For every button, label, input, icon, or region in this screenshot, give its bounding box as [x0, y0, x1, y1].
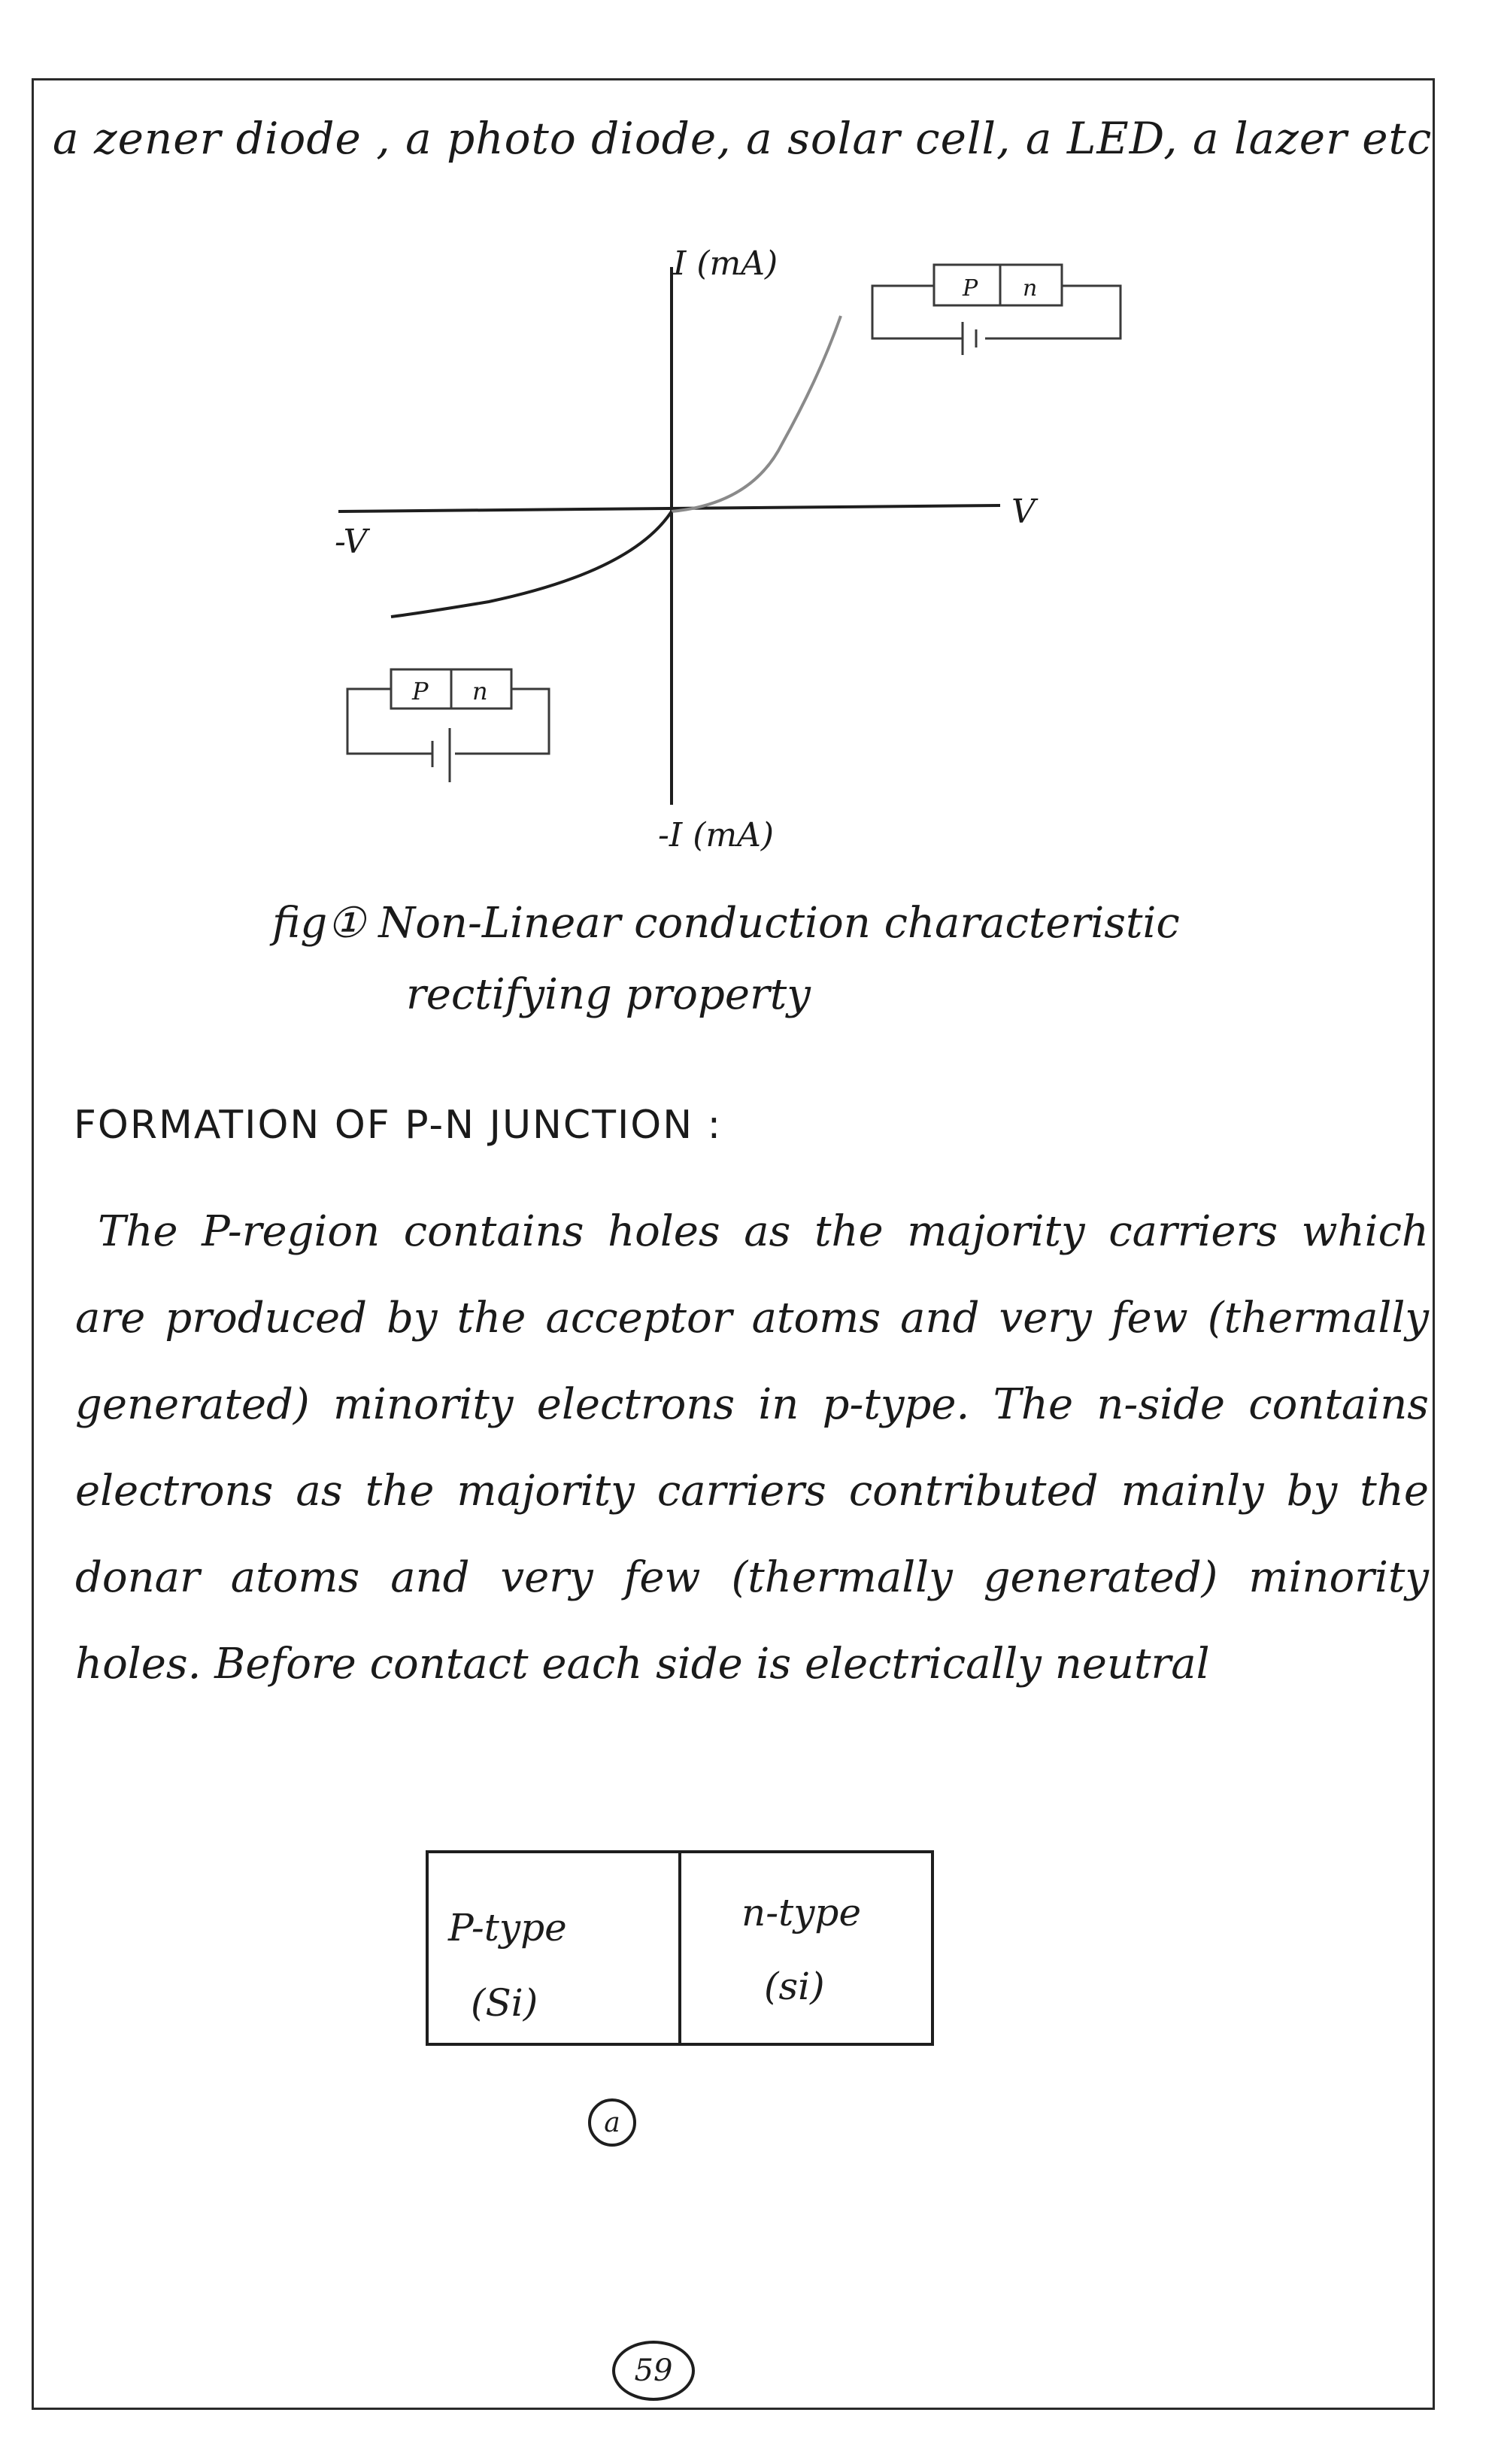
x-axis-left-label: -V [335, 523, 368, 561]
forward-block-n-label: n [1023, 275, 1038, 302]
reverse-curve [391, 511, 672, 617]
page-number: 59 [612, 2341, 695, 2401]
forward-block-p-label: P [963, 275, 978, 302]
n-type-label: n-type [741, 1891, 862, 1934]
pn-type-table [426, 1850, 934, 2046]
n-type-material: (si) [764, 1965, 825, 2008]
y-axis-bottom-label: -I (mA) [658, 816, 775, 854]
intro-line: a zener diode , a photo diode, a solar cell, a LED, a lazer etc [53, 113, 1433, 164]
figure-caption-subtitle: rectifying property [406, 970, 811, 1019]
x-axis [338, 505, 1000, 511]
x-axis-right-label: V [1011, 493, 1036, 531]
body-paragraph: The P-region contains holes as the majority carriers which are produced by the acceptor atoms and very few (thermally generated) minority electrons in p-type. The n-side contains electrons as the majority carriers contributed mainly by the donar atoms and very few (thermally generated) minority holes. Before contact each side is electrically neutral [75, 1207, 1429, 1689]
reverse-bias-circuit [347, 669, 549, 782]
reverse-block-p-label: P [412, 677, 429, 706]
figure-label-circle: a [588, 2098, 636, 2147]
p-type-material: (Si) [471, 1981, 538, 2025]
y-axis-top-label: I (mA) [673, 244, 778, 283]
figure-caption: fig① Non-Linear conduction characteristic [272, 899, 1180, 948]
forward-curve [672, 316, 841, 511]
reverse-block-n-label: n [472, 677, 488, 706]
section-heading: FORMATION OF P-N JUNCTION : [74, 1103, 723, 1148]
iv-characteristic-figure [0, 0, 1498, 903]
p-type-cell [429, 1853, 678, 2043]
n-type-cell [678, 1853, 931, 2043]
p-type-label: P-type [448, 1906, 567, 1950]
forward-bias-circuit [872, 265, 1120, 355]
